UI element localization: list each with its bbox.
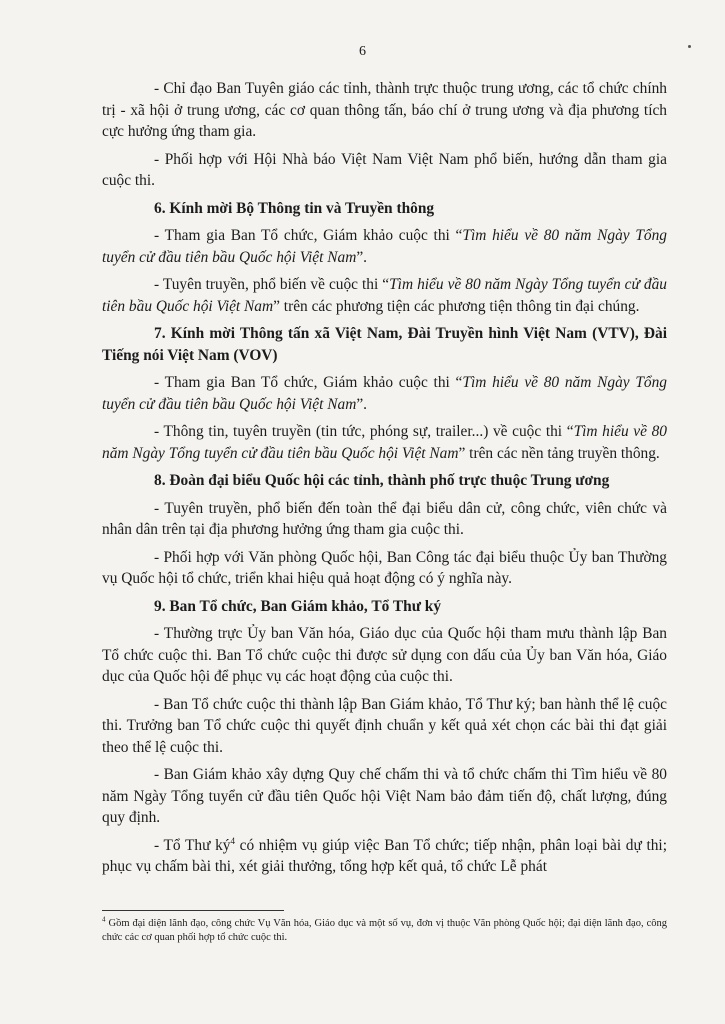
paragraph-text: - Chỉ đạo Ban Tuyên giáo các tỉnh, thành trực thuộc trung ương, các tổ chức chính trị - xã hội ở trung ương, các cơ quan thông tấn, báo chí ở trung ương và địa phương tích cực hưởng ứng tham gia. [102,80,667,140]
paragraph-text: - Ban Giám khảo xây dựng Quy chế chấm thi và tổ chức chấm thi Tìm hiểu về 80 năm Ngày Tổng tuyển cử đầu tiên Quốc hội Việt Nam bảo đảm tiến độ, chất lượng, đúng quy định. [102,766,667,826]
body-paragraph [102,694,667,759]
section-heading [102,323,667,366]
section-heading [102,198,667,220]
page-number: 6 [359,44,366,59]
body-paragraph [102,372,667,415]
paragraph-text: có nhiệm vụ giúp việc Ban Tổ chức; tiếp nhận, phân loại bài dự thi; phục vụ chấm bài thi, xét giải thưởng, tổng hợp kết quả, tổ chức Lễ phát [102,836,667,875]
paragraph-text: - Tham gia Ban Tổ chức, Giám khảo cuộc thi “ [154,374,463,391]
paragraph-text: 9. Ban Tổ chức, Ban Giám khảo, Tổ Thư ký [154,597,442,615]
body-paragraph [102,78,667,143]
paragraph-text: - Tuyên truyền, phổ biến về cuộc thi “ [154,276,390,293]
footnote-reference: 4 [230,835,235,846]
paragraph-text: 8. Đoàn đại biểu Quốc hội các tỉnh, thành phố trực thuộc Trung ương [154,472,610,489]
footnote-marker: 4 [102,915,106,924]
paragraph-text: ” trên các phương tiện các phương tiện thông tin đại chúng. [273,297,640,315]
contest-title-italic: Tìm hiểu về 80 năm Ngày Tổng tuyển cử đầu tiên bầu Quốc hội Việt Nam [102,276,667,315]
footnote-text: Gồm đại diện lãnh đạo, công chức Vụ Văn hóa, Giáo dục và một số vụ, đơn vị thuộc Văn phòng Quốc hội; đại diện lãnh đạo, công chức các cơ quan phối hợp tổ chức cuộc thi. [102,918,667,943]
body-paragraph [102,764,667,829]
contest-title-italic: Tìm hiểu về 80 năm Ngày Tổng tuyển cử đầu tiên bầu Quốc hội Việt Nam [102,374,667,413]
body-paragraph [102,149,667,192]
footnote [102,917,667,945]
section-heading [102,470,667,492]
paragraph-text: ” trên các nền tảng truyền thông. [458,444,660,462]
paragraph-text: ”. [356,395,367,413]
body-paragraph [102,274,667,317]
body-paragraph [102,623,667,688]
paragraph-text: - Tổ Thư ký [154,836,231,854]
paragraph-text: - Tham gia Ban Tổ chức, Giám khảo cuộc thi “ [154,227,463,244]
section-heading [102,596,667,618]
paragraph-text: - Ban Tổ chức cuộc thi thành lập Ban Giám khảo, Tổ Thư ký; ban hành thể lệ cuộc thi. Trưởng ban Tổ chức cuộc thi quyết định chuẩn y kết quả xét chọn các bài thi đạt giải theo thể lệ cuộc thi. [102,695,667,756]
body-paragraph [102,498,667,541]
paragraph-text: 7. Kính mời Thông tấn xã Việt Nam, Đài Truyền hình Việt Nam (VTV), Đài Tiếng nói Việt Nam (VOV) [102,325,667,364]
body-paragraph [102,225,667,268]
body-paragraph [102,547,667,590]
paragraph-text: ”. [356,248,367,266]
body-paragraph [102,835,667,878]
contest-title-italic: Tìm hiểu về 80 năm Ngày Tổng tuyển cử đầu tiên bầu Quốc hội Việt Nam [102,227,667,266]
paragraph-text: - Tuyên truyền, phổ biến đến toàn thể đại biểu dân cử, công chức, viên chức và nhân dân trên tại địa phương hưởng ứng tham gia cuộc thi. [102,499,667,538]
document-body [102,78,667,884]
paragraph-text: - Thông tin, tuyên truyền (tin tức, phóng sự, trailer...) về cuộc thi “ [154,423,574,440]
footnote-divider [102,910,284,911]
paragraph-text: - Thường trực Ủy ban Văn hóa, Giáo dục của Quốc hội tham mưu thành lập Ban Tổ chức cuộc thi. Ban Tổ chức cuộc thi được sử dụng con dấu của Ủy ban Văn hóa, Giáo dục của Quốc hội để phục vụ các hoạt động của cuộc thi. [102,625,667,685]
paragraph-text: - Phối hợp với Hội Nhà báo Việt Nam Việt Nam phổ biến, hướng dẫn tham gia cuộc thi. [102,150,667,189]
paragraph-text: - Phối hợp với Văn phòng Quốc hội, Ban Công tác đại biểu thuộc Ủy ban Thường vụ Quốc hội tổ chức, triển khai hiệu quả hoạt động có ý nghĩa này. [102,548,667,587]
paragraph-text: 6. Kính mời Bộ Thông tin và Truyền thông [154,199,435,217]
body-paragraph [102,421,667,464]
contest-title-italic: Tìm hiểu về 80 năm Ngày Tổng tuyển cử đầu tiên bầu Quốc hội Việt Nam [102,423,667,462]
